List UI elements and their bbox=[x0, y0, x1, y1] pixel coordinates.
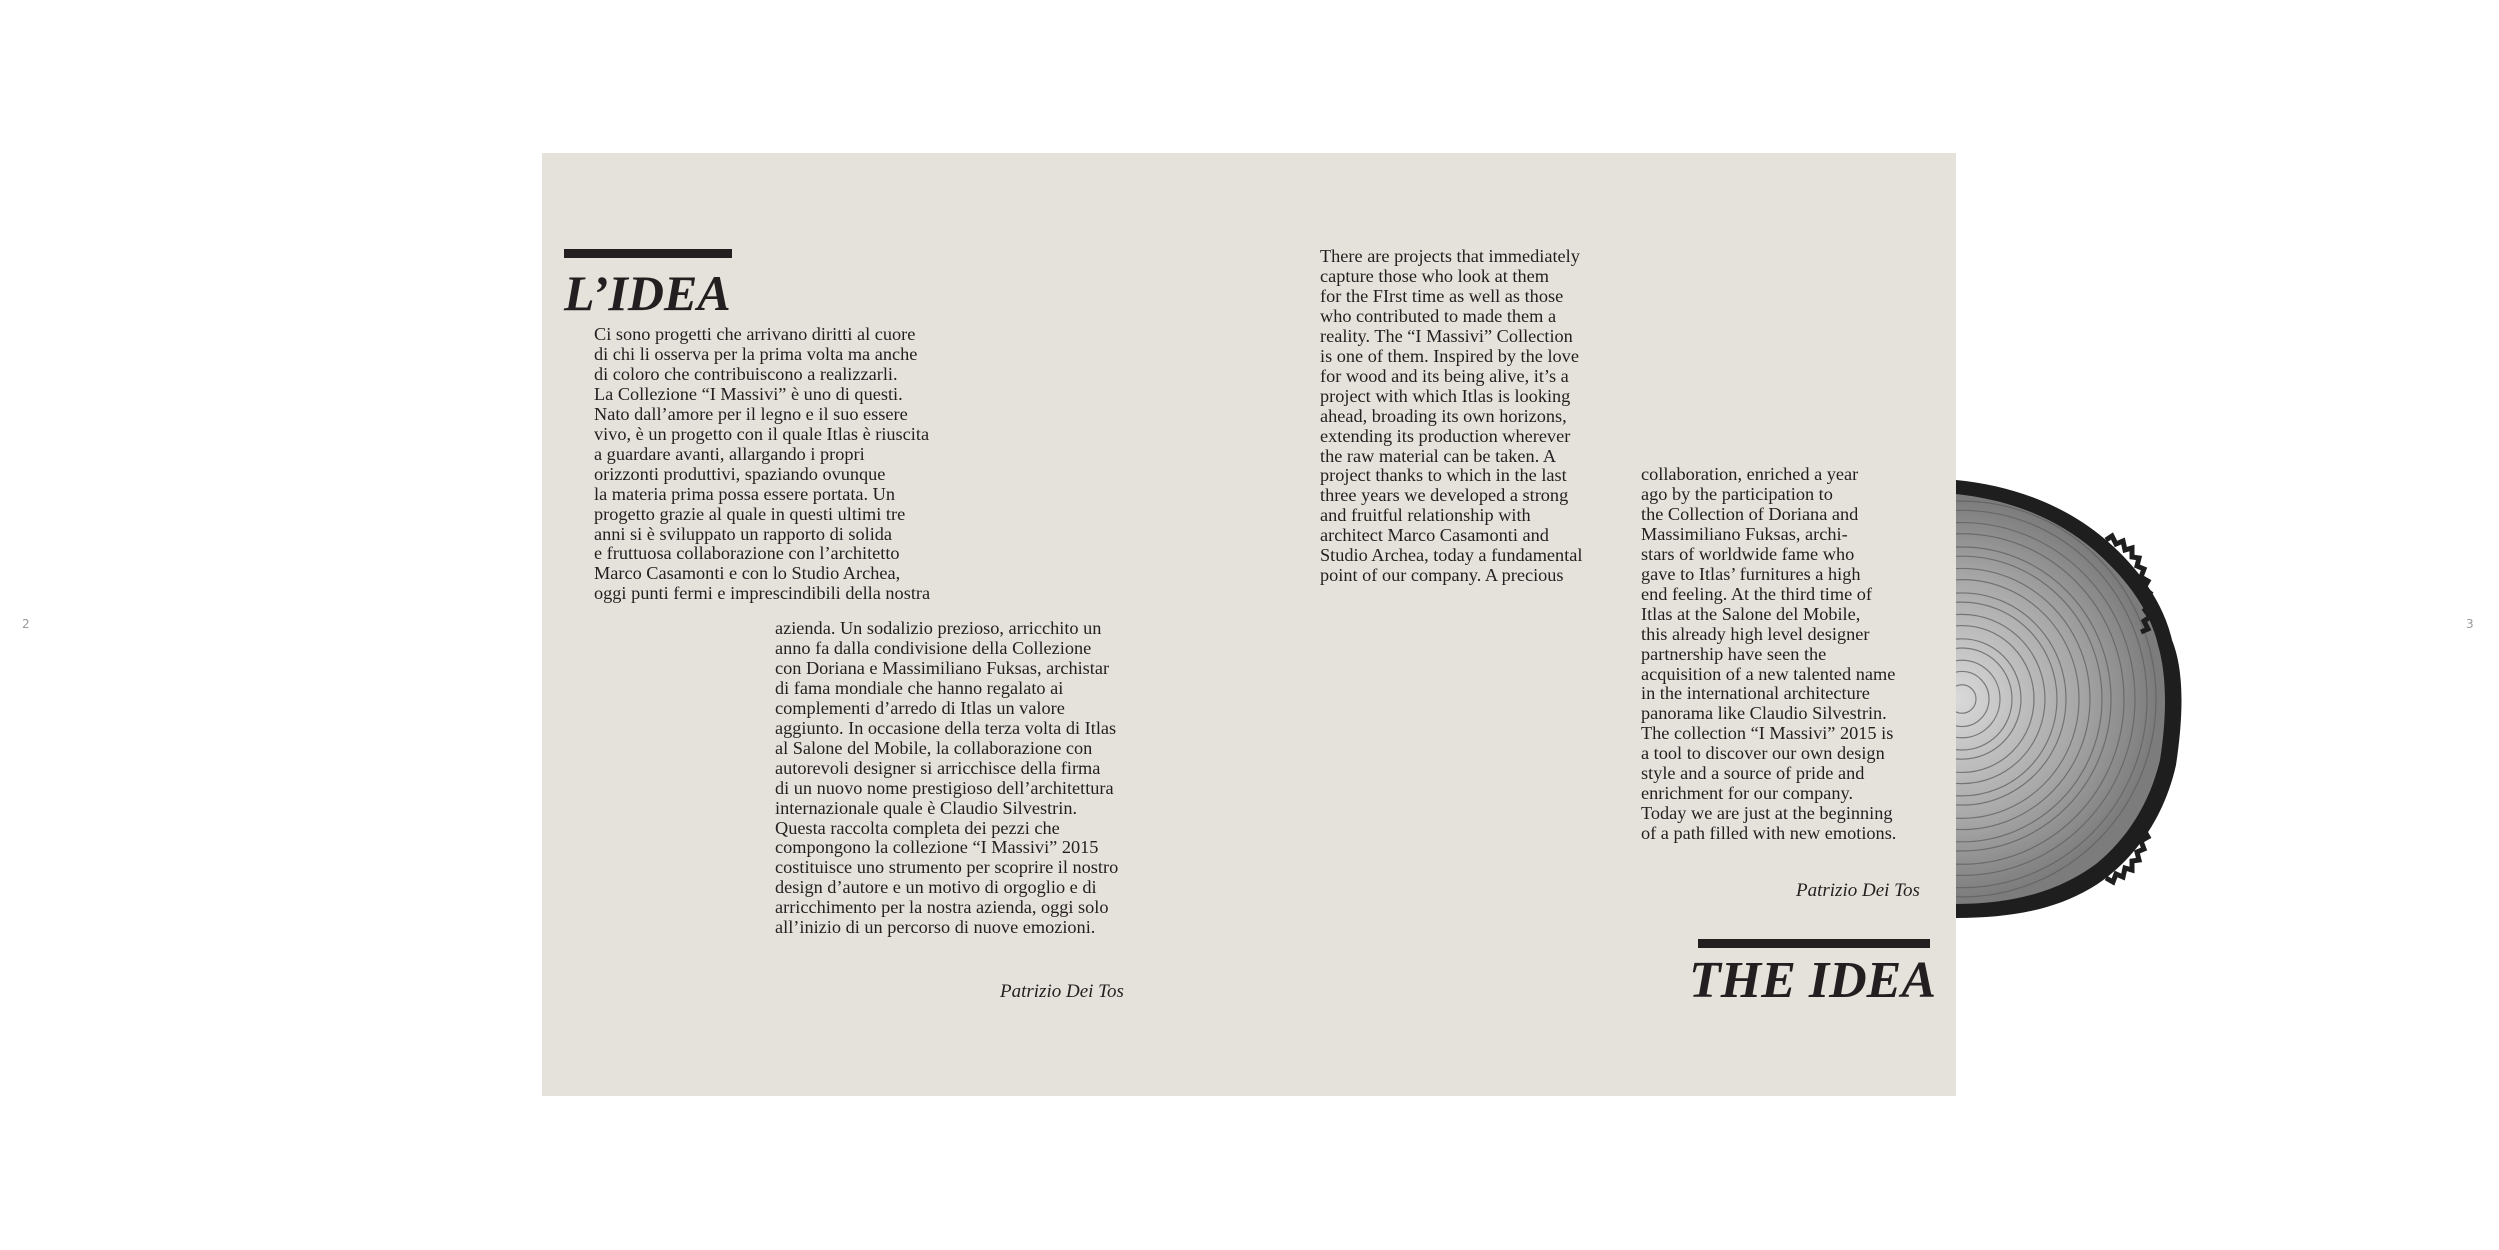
italian-signature: Patrizio Dei Tos bbox=[1000, 981, 1124, 1002]
text-line: acquisition of a new talented name bbox=[1641, 663, 1896, 684]
heading-rule-left bbox=[564, 249, 732, 258]
text-line: design d’autore e un motivo di orgoglio e di bbox=[775, 877, 1097, 898]
text-line: extending its production wherever bbox=[1320, 425, 1571, 446]
text-line: compongono la collezione “I Massivi” 2015 bbox=[775, 837, 1099, 858]
page-number-right: 3 bbox=[2466, 617, 2474, 631]
text-line: orizzonti produttivi, spaziando ovunque bbox=[594, 463, 886, 484]
text-line: panorama like Claudio Silvestrin. bbox=[1641, 703, 1887, 724]
text-line: La Collezione “I Massivi” è uno di questi. bbox=[594, 383, 903, 404]
text-line: Nato dall’amore per il legno e il suo essere bbox=[594, 403, 908, 424]
text-line: ago by the participation to bbox=[1641, 483, 1833, 504]
text-line: architect Marco Casamonti and bbox=[1320, 525, 1549, 546]
text-line: and fruitful relationship with bbox=[1320, 505, 1531, 526]
text-line: partnership have seen the bbox=[1641, 643, 1827, 664]
text-line: ahead, broading its own horizons, bbox=[1320, 405, 1567, 426]
heading-rule-right bbox=[1698, 939, 1930, 948]
text-line: e fruttuosa collaborazione con l’architetto bbox=[594, 543, 900, 564]
text-line: collaboration, enriched a year bbox=[1641, 464, 1859, 484]
text-line: di fama mondiale che hanno regalato ai bbox=[775, 677, 1064, 698]
text-line: internazionale quale è Claudio Silvestrin. bbox=[775, 797, 1078, 818]
text-line: azienda. Un sodalizio prezioso, arricchito un bbox=[775, 618, 1102, 638]
text-line: Today we are just at the beginning bbox=[1641, 803, 1893, 824]
text-line: capture those who look at them bbox=[1320, 265, 1549, 286]
text-line: al Salone del Mobile, la collaborazione con bbox=[775, 737, 1093, 758]
text-line: Massimiliano Fuksas, archi- bbox=[1641, 523, 1848, 544]
text-line: all’inizio di un percorso di nuove emozioni. bbox=[775, 917, 1096, 938]
text-line: stars of worldwide fame who bbox=[1641, 543, 1855, 564]
text-line: reality. The “I Massivi” Collection bbox=[1320, 325, 1573, 346]
text-line: Marco Casamonti e con lo Studio Archea, bbox=[594, 563, 901, 584]
text-line: The collection “I Massivi” 2015 is bbox=[1641, 723, 1894, 744]
english-signature: Patrizio Dei Tos bbox=[1796, 880, 1920, 901]
text-line: vivo, è un progetto con il quale Itlas è riuscita bbox=[594, 423, 930, 444]
text-line: la materia prima possa essere portata. Un bbox=[594, 483, 896, 504]
text-line: a tool to discover our own design bbox=[1641, 743, 1885, 764]
text-line: the raw material can be taken. A bbox=[1320, 445, 1557, 466]
english-text-column-1 bbox=[1320, 247, 1582, 586]
italian-text-column-2 bbox=[775, 619, 1118, 938]
english-heading: THE IDEA bbox=[1689, 952, 1937, 1009]
text-line: di coloro che contribuiscono a realizzarli. bbox=[594, 363, 898, 384]
text-line: oggi punti fermi e imprescindibili della nostra bbox=[594, 583, 931, 604]
text-line: Ci sono progetti che arrivano diritti al cuore bbox=[594, 324, 916, 344]
italian-text-column-1 bbox=[594, 325, 930, 604]
text-line: for the FIrst time as well as those bbox=[1320, 285, 1564, 306]
text-line: project thanks to which in the last bbox=[1320, 465, 1567, 486]
text-line: autorevoli designer si arricchisce della firma bbox=[775, 757, 1101, 778]
text-line: con Doriana e Massimiliano Fuksas, archistar bbox=[775, 657, 1110, 678]
text-line: Studio Archea, today a fundamental bbox=[1320, 545, 1583, 566]
text-line: di chi li osserva per la prima volta ma anche bbox=[594, 343, 918, 364]
text-line: three years we developed a strong bbox=[1320, 485, 1569, 506]
text-line: anni si è sviluppato un rapporto di solida bbox=[594, 523, 893, 544]
text-line: who contributed to made them a bbox=[1320, 305, 1557, 326]
text-line: in the international architecture bbox=[1641, 683, 1870, 704]
text-line: arricchimento per la nostra azienda, oggi solo bbox=[775, 897, 1109, 918]
text-line: di un nuovo nome prestigioso dell’architettura bbox=[775, 777, 1114, 798]
text-line: this already high level designer bbox=[1641, 623, 1870, 644]
text-line: of a path filled with new emotions. bbox=[1641, 823, 1897, 844]
text-line: a guardare avanti, allargando i propri bbox=[594, 443, 865, 464]
text-line: point of our company. A precious bbox=[1320, 565, 1564, 586]
text-line: Questa raccolta completa dei pezzi che bbox=[775, 817, 1060, 838]
text-line: complementi d’arredo di Itlas un valore bbox=[775, 697, 1065, 718]
text-line: gave to Itlas’ furnitures a high bbox=[1641, 563, 1861, 584]
text-line: the Collection of Doriana and bbox=[1641, 503, 1859, 524]
text-line: anno fa dalla condivisione della Collezione bbox=[775, 637, 1092, 658]
text-line: There are projects that immediately bbox=[1320, 246, 1580, 266]
wood-log-cross-section-image bbox=[1956, 480, 2186, 918]
text-line: enrichment for our company. bbox=[1641, 783, 1854, 804]
text-line: progetto grazie al quale in questi ultimi tre bbox=[594, 503, 906, 524]
english-text-column-2 bbox=[1641, 465, 1896, 844]
text-line: costituisce uno strumento per scoprire il nostro bbox=[775, 857, 1119, 878]
text-line: style and a source of pride and bbox=[1641, 763, 1865, 784]
text-line: project with which Itlas is looking bbox=[1320, 385, 1571, 406]
text-line: for wood and its being alive, it’s a bbox=[1320, 365, 1569, 386]
italian-heading: L’IDEA bbox=[564, 265, 731, 321]
text-line: end feeling. At the third time of bbox=[1641, 583, 1872, 604]
text-line: Itlas at the Salone del Mobile, bbox=[1641, 603, 1861, 624]
text-line: aggiunto. In occasione della terza volta di Itlas bbox=[775, 717, 1117, 738]
page-number-left: 2 bbox=[22, 617, 30, 631]
text-line: is one of them. Inspired by the love bbox=[1320, 345, 1579, 366]
